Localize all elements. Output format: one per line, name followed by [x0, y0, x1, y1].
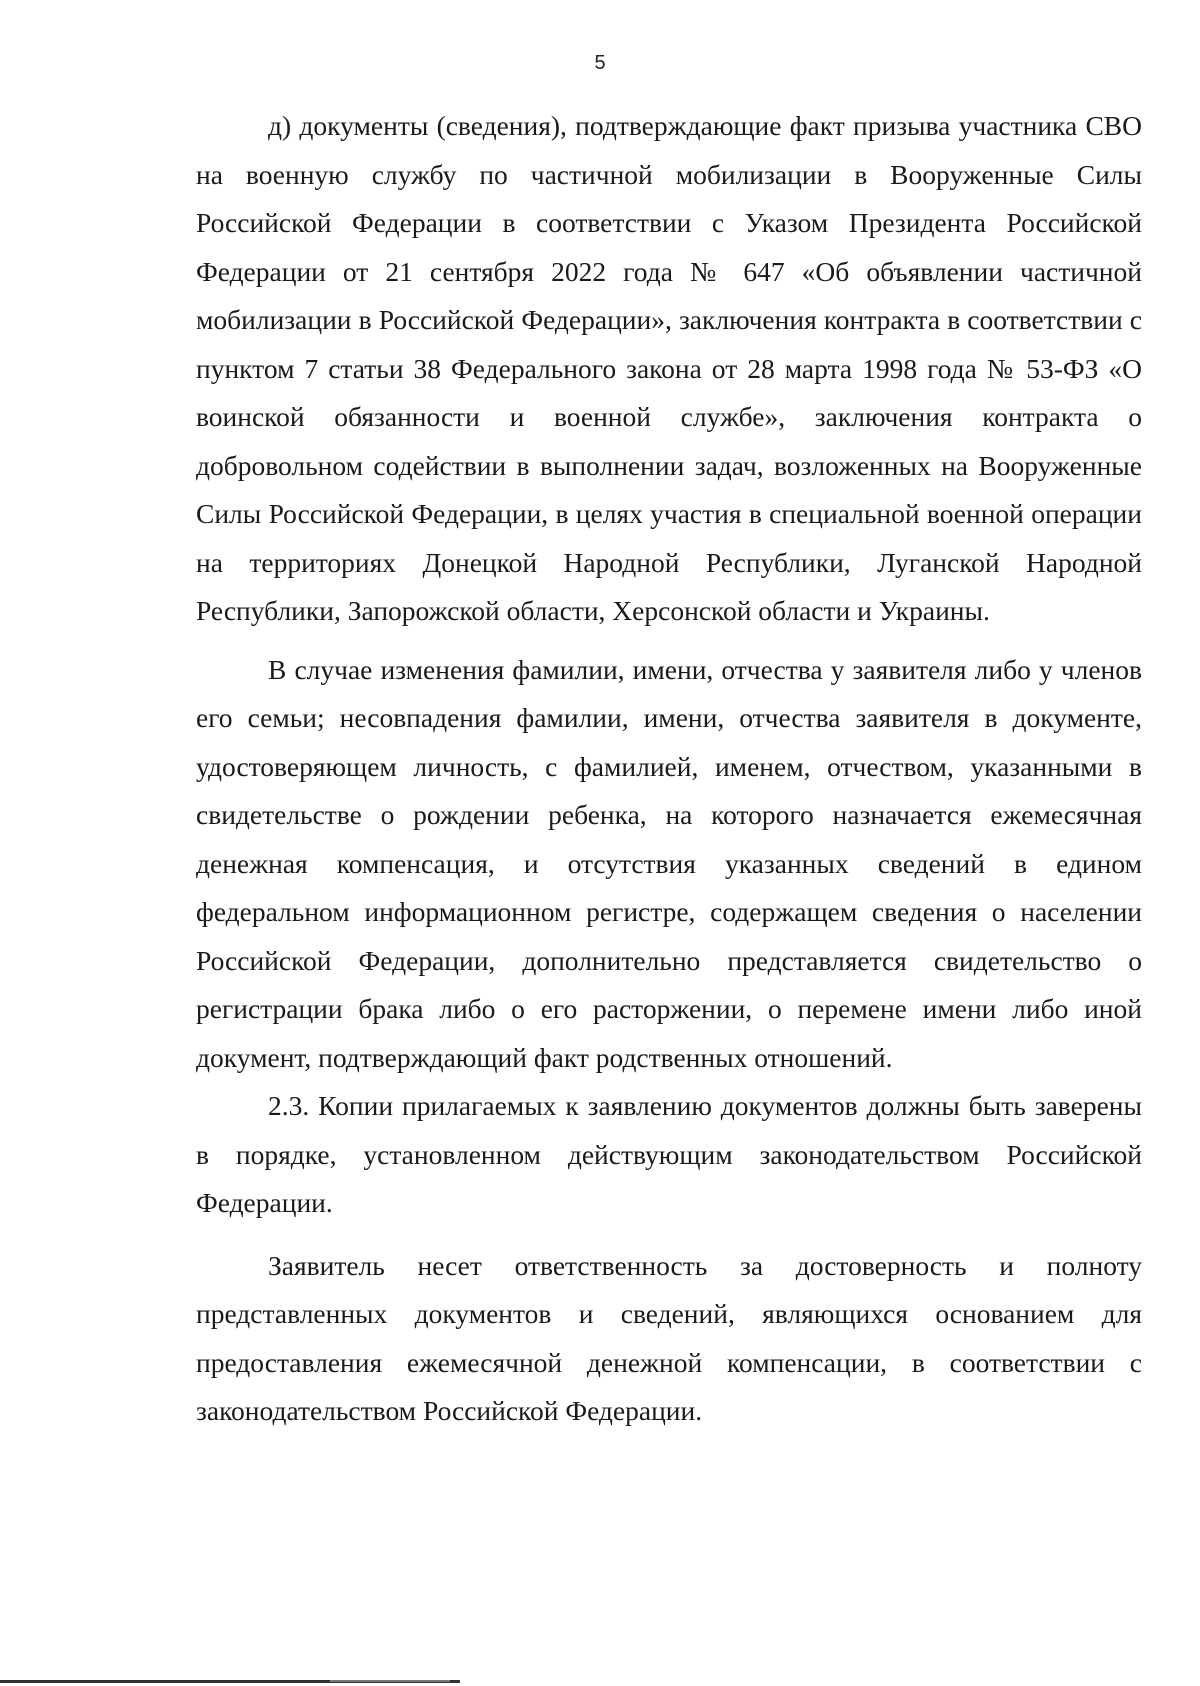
paragraph-section-2-3: 2.3. Копии прилагаемых к заявлению документов должны быть заверены в порядке, установленном действующим законодательством Российской Федерации.: [196, 1090, 1142, 1218]
paragraph-documents-svo: д) документы (сведения), подтверждающие факт призыва участника СВО на военную службу по частичной мобилизации в Вооруженные Силы Российской Федерации в соответствии с Указом Президента Российской Федерации от 21 сентября 2022 года № 647 «Об объявлении частичной мобилизации в Российской Федерации», заключения контракта в соответствии с пунктом 7 статьи 38 Федерального закона от 28 марта 1998 года № 53-ФЗ «О воинской обязанности и военной службе», заключения контракта о добровольном содействии в выполнении задач, возложенных на Вооруженные Силы Российской Федерации, в целях участия в специальной военной операции на территориях Донецкой Народной Республики, Луганской Народной Республики, Запорожской области, Херсонской области и Украины.: [196, 110, 1142, 626]
document-body: [196, 102, 1142, 1436]
bottom-scan-edge-faint: [330, 1680, 450, 1682]
paragraph-name-change: В случае изменения фамилии, имени, отчества у заявителя либо у членов его семьи; несовпадения фамилии, имени, отчества заявителя в документе, удостоверяющем личность, с фамилией, именем, отчеством, указанными в свидетельстве о рождении ребенка, на которого назначается ежемесячная денежная компенсация, и отсутствия указанных сведений в едином федеральном информационном регистре, содержащем сведения о населении Российской Федерации, дополнительно представляется свидетельство о регистрации брака либо о его расторжении, о перемене имени либо иной документ, подтверждающий факт родственных отношений.: [196, 653, 1142, 1073]
page-number: 5: [594, 52, 606, 74]
paragraph-applicant-responsibility: Заявитель несет ответственность за достоверность и полноту представленных документов и сведений, являющихся основанием для предоставления ежемесячной денежной компенсации, в соответствии с законодательством Российской Федерации.: [196, 1249, 1142, 1426]
